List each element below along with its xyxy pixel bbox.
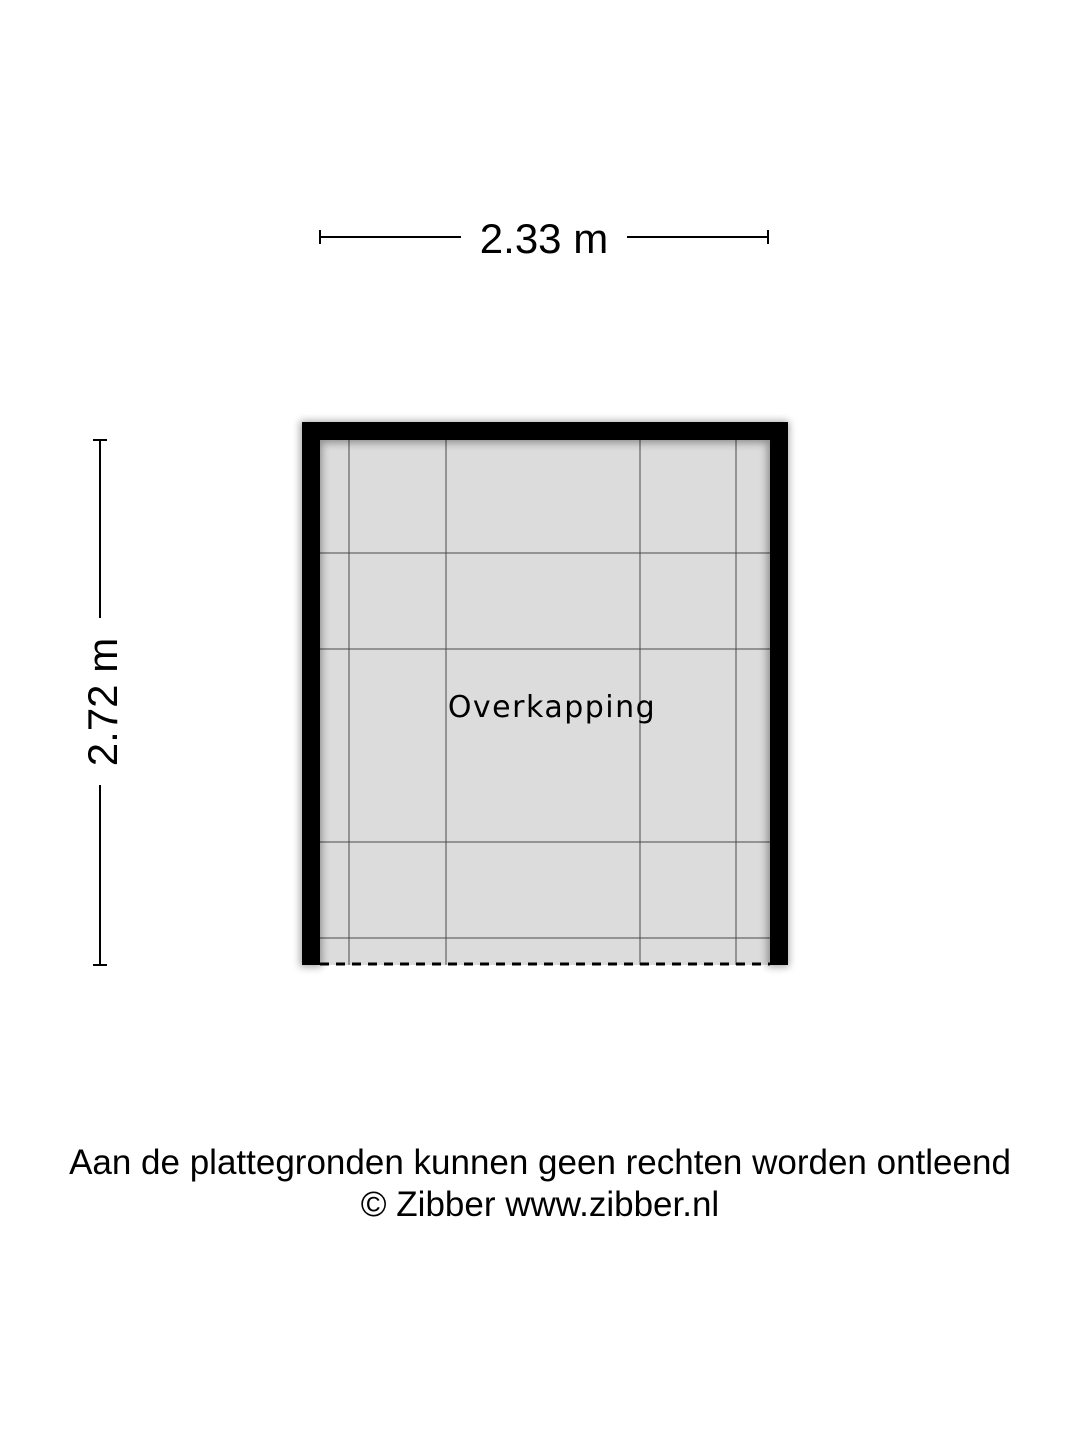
- copyright-text: © Zibber www.zibber.nl: [360, 1185, 720, 1224]
- width-dimension-label: 2.33 m: [479, 215, 609, 262]
- width-dimension: [320, 215, 768, 262]
- wall-left: [302, 422, 320, 965]
- room-overkapping: [300, 421, 789, 967]
- height-dimension: [79, 440, 126, 965]
- height-dimension-label: 2.72 m: [79, 637, 126, 767]
- room-label: Overkapping: [447, 690, 657, 725]
- wall-right: [770, 422, 788, 965]
- disclaimer-text: Aan de plattegronden kunnen geen rechten worden ontleend: [69, 1143, 1011, 1182]
- wall-top: [302, 422, 788, 440]
